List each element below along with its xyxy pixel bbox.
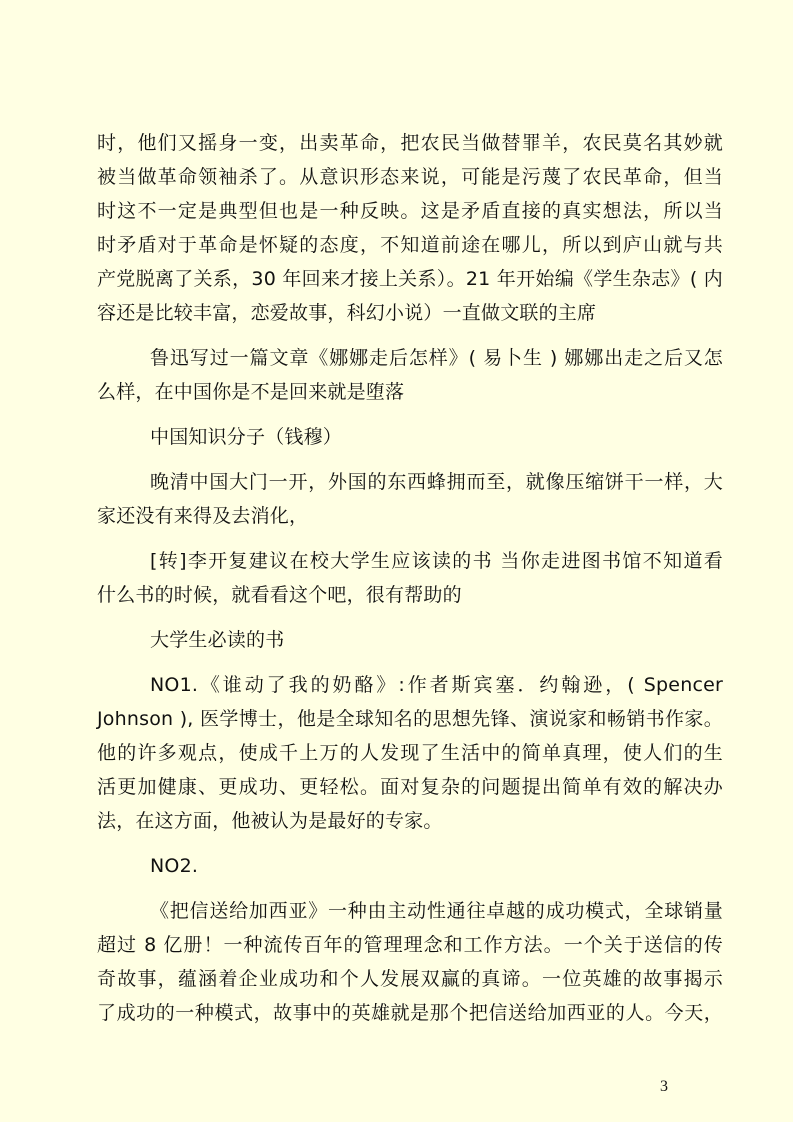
text-line: 晚清中国大门一开，外国的东西蜂拥而至，就像压缩饼干一样，大	[150, 471, 723, 493]
paragraph-8	[97, 849, 723, 883]
text-line: NO2.	[150, 855, 199, 877]
paragraph-7	[97, 668, 723, 838]
text-line: Johnson ), 医学博士，他是全球知名的思想先锋、演说家和畅销书作家。	[97, 708, 723, 730]
paragraph-3	[97, 420, 723, 454]
text-line: NO1.《谁动了我的奶酪》:作者斯宾塞．约翰逊，( Spencer	[150, 674, 723, 696]
text-line: 时这不一定是典型但也是一种反映。这是矛盾直接的真实想法，所以当	[97, 200, 723, 222]
text-line: 家还没有来得及去消化，	[97, 505, 309, 527]
document-body	[97, 126, 723, 1041]
paragraph-5	[97, 544, 723, 612]
text-line: 法，在这方面，他被认为是最好的专家。	[97, 810, 443, 832]
paragraph-6-heading	[97, 623, 723, 657]
paragraph-1	[97, 126, 723, 330]
text-line: 大学生必读的书	[150, 629, 285, 651]
text-line: 么样，在中国你是不是回来就是堕落	[97, 381, 405, 403]
paragraph-4	[97, 465, 723, 533]
text-line: 奇故事，蕴涵着企业成功和个人发展双赢的真谛。一位英雄的故事揭示	[97, 968, 723, 990]
text-line: 了成功的一种模式，故事中的英雄就是那个把信送给加西亚的人。今天，	[97, 1002, 723, 1024]
text-line: 中国知识分子（钱穆）	[150, 426, 343, 448]
text-line: 时矛盾对于革命是怀疑的态度，不知道前途在哪儿，所以到庐山就与共	[97, 234, 723, 256]
text-line: 产党脱离了关系，30 年回来才接上关系）。21 年开始编《学生杂志》( 内	[97, 268, 723, 290]
text-line: 什么书的时候，就看看这个吧，很有帮助的	[97, 584, 462, 606]
text-line: 时，他们又摇身一变，出卖革命，把农民当做替罪羊，农民莫名其妙就	[97, 132, 723, 154]
text-line: 《把信送给加西亚》一种由主动性通往卓越的成功模式，全球销量	[150, 900, 723, 922]
text-line: 容还是比较丰富，恋爱故事，科幻小说）一直做文联的主席	[97, 302, 597, 324]
text-line: 被当做革命领袖杀了。从意识形态来说，可能是污蔑了农民革命，但当	[97, 166, 723, 188]
text-line: [转]李开复建议在校大学生应该读的书 当你走进图书馆不知道看	[150, 550, 723, 572]
paragraph-2	[97, 341, 723, 409]
text-line: 活更加健康、更成功、更轻松。面对复杂的问题提出简单有效的解决办	[97, 776, 723, 798]
text-line: 他的许多观点，使成千上万的人发现了生活中的简单真理，使人们的生	[97, 742, 723, 764]
paragraph-9	[97, 894, 723, 1030]
text-line: 鲁迅写过一篇文章《娜娜走后怎样》( 易卜生 ) 娜娜出走之后又怎	[150, 347, 723, 369]
page-number: 3	[660, 1078, 668, 1095]
text-line: 超过 8 亿册！一种流传百年的管理理念和工作方法。一个关于送信的传	[97, 934, 723, 956]
